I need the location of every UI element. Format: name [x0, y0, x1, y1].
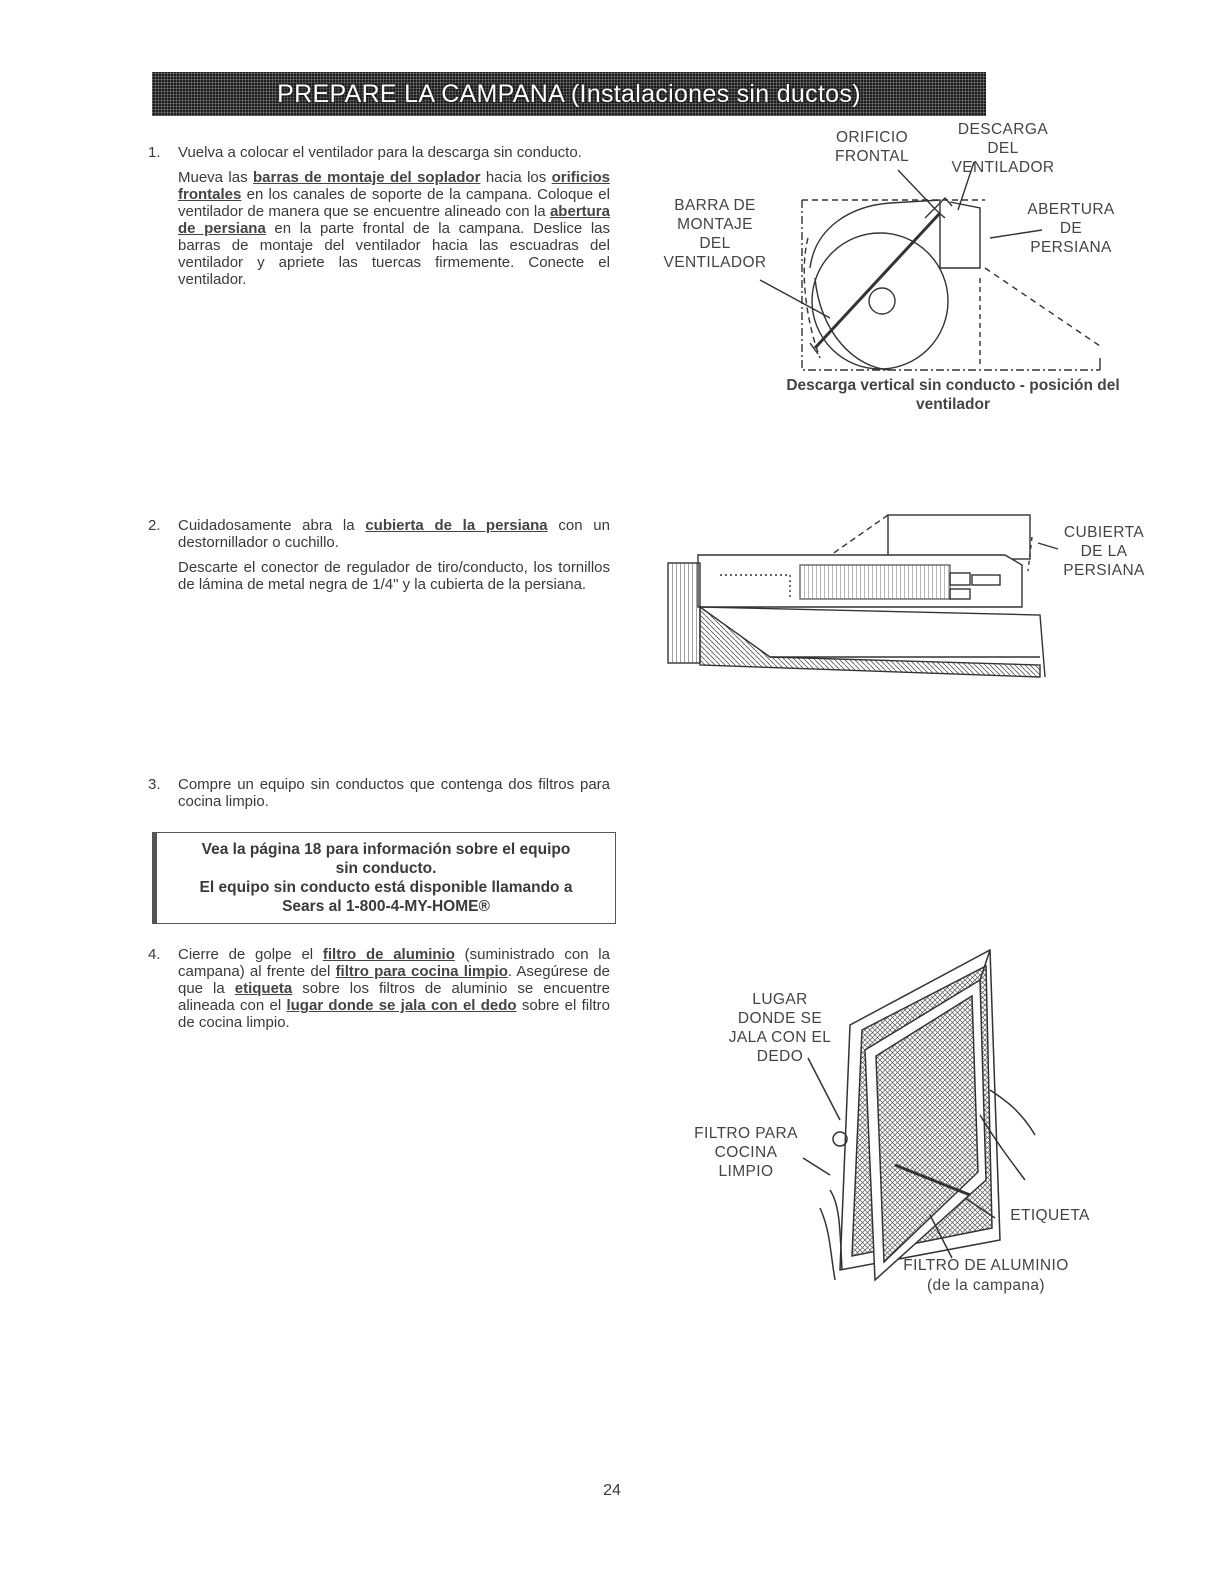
- key-term: filtro de aluminio: [322, 946, 455, 963]
- label-etiqueta: ETIQUETA: [1010, 1207, 1090, 1224]
- figure-blower-position: [640, 118, 1160, 418]
- key-term: cubierta de la persiana: [365, 517, 548, 534]
- section-header-banner: [152, 72, 986, 116]
- step-paragraph: Cierre de golpe el filtro de aluminio (suministrado con la campana) al frente del filtro para cocina limpio. Asegúrese de que la etiqueta sobre los filtros de aluminio se encuentre alineada con el lugar donde se jala con el dedo sobre el filtro de cocina limpio.: [178, 946, 610, 1031]
- step-paragraph: Cuidadosamente abra la cubierta de la persiana con un destornillador o cuchillo.: [178, 517, 610, 551]
- step-number: 1.: [148, 144, 161, 161]
- step-text: [148, 144, 610, 288]
- section-title: PREPARE LA CAMPANA (Instalaciones sin ductos): [277, 79, 861, 108]
- page-number: 24: [603, 1482, 621, 1499]
- step-3: [148, 776, 610, 810]
- step-text: [148, 517, 610, 593]
- label-orificio-frontal: ORIFICIO FRONTAL: [835, 129, 909, 165]
- label-lugar-dedo: LUGAR DONDE SE JALA CON EL DEDO: [728, 991, 832, 1065]
- step-2: [148, 517, 610, 593]
- note-line: Sears al 1-800-4-MY-HOME®: [282, 898, 490, 915]
- label-filtro-aluminio: FILTRO DE ALUMINIO: [903, 1257, 1069, 1274]
- step-number: 2.: [148, 517, 161, 534]
- note-line: El equipo sin conducto está disponible llamando a: [199, 879, 573, 896]
- note-line: sin conducto.: [335, 860, 437, 877]
- label-descarga-ventilador: DESCARGA DEL VENTILADOR: [951, 121, 1055, 176]
- note-line: Vea la página 18 para información sobre el equipo: [201, 841, 571, 858]
- step-paragraph: Vuelva a colocar el ventilador para la descarga sin conducto.: [178, 144, 582, 161]
- label-filtro-cocina: FILTRO PARA COCINA LIMPIO: [694, 1125, 798, 1180]
- key-term: abertura de persiana: [178, 203, 610, 237]
- step-number: 4.: [148, 946, 161, 963]
- step-1: [148, 144, 610, 288]
- step-text: [148, 946, 610, 1031]
- figure-grille-cover: [660, 505, 1160, 685]
- key-term: barras de montaje del soplador: [252, 169, 481, 186]
- step-paragraph: Descarte el conector de regulador de tiro/conducto, los tornillos de lámina de metal negra de 1/4" y la cubierta de la persiana.: [178, 559, 610, 593]
- label-cubierta-persiana: CUBIERTA DE LA PERSIANA: [1063, 524, 1145, 579]
- info-note-box: [152, 832, 616, 924]
- key-term: filtro para cocina limpio: [335, 963, 508, 980]
- label-abertura-persiana: ABERTURA DE PERSIANA: [1027, 201, 1115, 256]
- key-term: lugar donde se jala con el dedo: [286, 997, 517, 1014]
- step-paragraph: Mueva las barras de montaje del soplador hacia los orificios frontales en los canales de soporte de la campana. Coloque el ventilador de manera que se encuentre alineado con la abertura de persiana en la parte frontal de la campana. Deslice las barras de montaje del ventilador hacia las escuadras del ventilador y apriete las tuercas firmemente. Conecte el ventilador.: [178, 169, 611, 288]
- step-paragraph: Compre un equipo sin conductos que contenga dos filtros para cocina limpio.: [178, 776, 610, 810]
- step-text: [148, 776, 610, 810]
- label-de-la-campana: (de la campana): [926, 1277, 1045, 1294]
- step-number: 3.: [148, 776, 161, 793]
- key-term: etiqueta: [234, 980, 293, 997]
- label-barra-montaje: BARRA DE MONTAJE DEL VENTILADOR: [663, 197, 767, 271]
- figure-filters: [690, 940, 1150, 1300]
- key-term: orificios frontales: [178, 169, 610, 203]
- step-4: [148, 946, 610, 1031]
- figure-caption: Descarga vertical sin conducto - posición del ventilador: [786, 377, 1120, 413]
